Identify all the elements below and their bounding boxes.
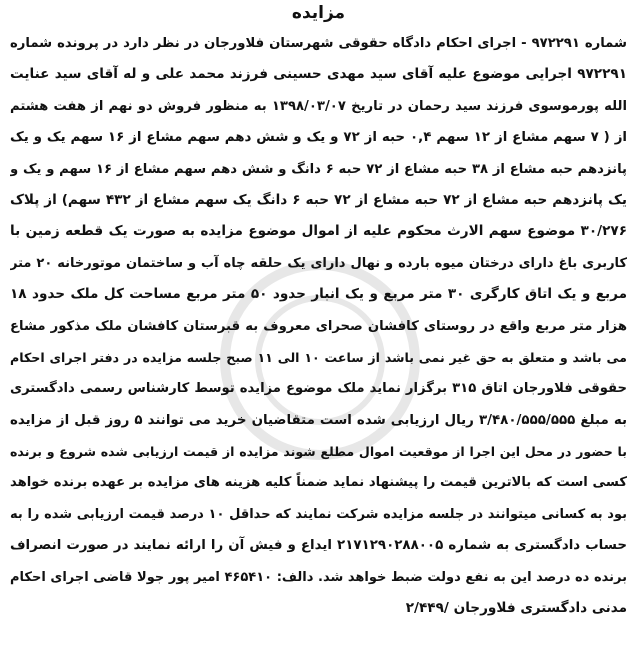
- notice-body: [10, 28, 627, 624]
- notice-line: هزار متر مربع واقع در روستای کافشان صحرای معروف به قبرستان کافشان ملک مذکور مشاع: [10, 318, 627, 334]
- notice-line: بود به کسانی میتوانند در جلسه مزایده شرکت نمایند که حداقل ۱۰ درصد قیمت ارزیابی شده را به: [10, 506, 627, 522]
- notice-line: حساب دادگستری به شماره ۲۱۷۱۲۹۰۲۸۸۰۰۵ ایداع و فیش آن را ارائه نمایند در صورت انصراف: [10, 538, 627, 554]
- notice-line: به مبلغ ۳/۴۸۰/۵۵۵/۵۵۵ ریال ارزیابی شده است متقاضیان خرید می توانند ۵ روز قبل از مزایده: [10, 412, 627, 428]
- notice-line: یک پانزدهم حبه مشاع از ۷۲ حبه مشاع از ۷۲ حبه ۶ دانگ یک سهم مشاع از ۴۳۲ سهم) از پلاک: [10, 191, 627, 208]
- notice-line: پانزدهم حبه مشاع از ۳۸ حبه مشاع از ۷۲ حبه ۶ دانگ و شش دهم سهم مشاع از ۱۶ سهم و یک و: [10, 161, 627, 177]
- notice-line: مربع و یک اتاق کارگری ۳۰ متر مربع و یک انبار حدود ۵۰ متر مربع مساحت کل ملک حدود ۱۸: [10, 286, 627, 303]
- notice-line: حقوقی فلاورجان اتاق ۳۱۵ برگزار نماید ملک موضوع مزایده توسط کارشناس رسمی دادگستری: [10, 381, 627, 397]
- notice-line: ۳۰/۲۷۶ موضوع سهم الارث محکوم علیه از اموال موضوع مزایده به صورت یک قطعه زمین با: [10, 223, 627, 240]
- notice-line: کاربری باغ دارای درختان میوه بارده و نهال دارای یک حلقه چاه آب و ساختمان موتورخانه ۲۰ متر: [10, 255, 627, 271]
- notice-line: مدنی دادگستری فلاورجان /۲/۴۴۹: [405, 600, 627, 617]
- notice-line: با حضور در محل این اجرا از موقعیت اموال مطلع شوند مزایده از قیمت ارزیابی شده شروع و برنده: [10, 444, 627, 460]
- notice-line: شماره ۹۷۲۲۹۱ - اجرای احکام دادگاه حقوقی شهرستان فلاورجان در نظر دارد در پرونده شماره: [10, 36, 627, 51]
- notice-line: الله پورموسوی فرزند سید رحمان در تاریخ ۱۳۹۸/۰۳/۰۷ به منظور فروش دو نهم از هفت هشتم: [10, 98, 627, 114]
- notice-line: برنده ده درصد این به نفع دولت ضبط خواهد شد. دالف: ۴۶۵۴۱۰ امیر پور جولا قاضی اجرای احکام: [10, 569, 627, 585]
- notice-line: ۹۷۲۲۹۱ اجرایی موضوع علیه آقای سید مهدی حسینی فرزند محمد علی و له آقای سید عنایت: [10, 66, 627, 83]
- notice-line: از ( ۷ سهم مشاع از ۱۲ سهم ۰,۴ حبه از ۷۲ و یک و شش دهم سهم مشاع از ۱۶ سهم یک و یک: [10, 130, 627, 146]
- notice-line: می باشد و متعلق به حق غیر نمی باشد از ساعت ۱۰ الی ۱۱ صبح جلسه مزایده در دفتر اجرای احکام: [10, 349, 627, 365]
- notice-line: کسی است که بالاترین قیمت را پیشنهاد نماید ضمناً کلیه هزینه های مزایده بر عهده برنده خواهد: [10, 475, 627, 491]
- notice-title: مزایده: [291, 3, 346, 23]
